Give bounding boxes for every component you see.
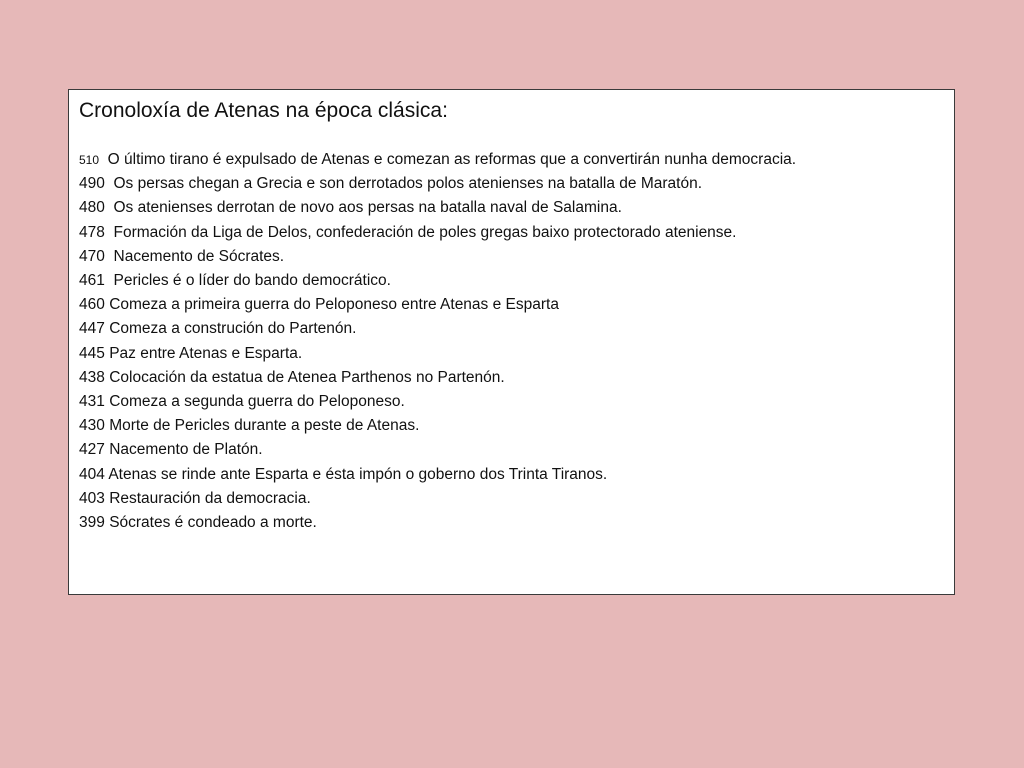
timeline-entry <box>79 317 944 341</box>
entry-year: 461 <box>79 272 105 290</box>
entry-text: Restauración da democracia. <box>109 489 311 507</box>
entry-year: 470 <box>79 247 105 265</box>
slide-title: Cronoloxía de Atenas na época clásica: <box>79 99 448 122</box>
entry-year: 445 <box>79 344 105 362</box>
entry-text: Morte de Pericles durante a peste de Atenas. <box>109 417 420 435</box>
entry-text: Paz entre Atenas e Esparta. <box>109 344 303 362</box>
timeline-entry <box>79 245 944 269</box>
entry-text: Pericles é o líder do bando democrático. <box>113 272 391 290</box>
timeline-entry <box>79 269 944 293</box>
timeline-entry <box>79 293 944 317</box>
entry-text: Colocación da estatua de Atenea Parthenos no Partenón. <box>109 368 505 386</box>
entry-year: 478 <box>79 223 105 241</box>
entry-year: 403 <box>79 489 105 507</box>
entry-year: 399 <box>79 514 105 532</box>
timeline-entry <box>79 342 944 366</box>
entry-year: 490 <box>79 175 105 193</box>
timeline-entry <box>79 221 944 245</box>
entry-text: Sócrates é condeado a morte. <box>109 514 317 532</box>
timeline-entry <box>79 196 944 220</box>
entry-year: 430 <box>79 417 105 435</box>
timeline-entry <box>79 148 944 172</box>
entry-text: Formación da Liga de Delos, confederación de poles gregas baixo protectorado ateniense. <box>113 223 737 241</box>
timeline-entry <box>79 487 944 511</box>
timeline-entry <box>79 463 944 487</box>
entry-text: Comeza a construción do Partenón. <box>109 320 357 338</box>
timeline-text-box <box>68 89 955 595</box>
entry-text: Comeza a segunda guerra do Peloponeso. <box>109 393 405 411</box>
entry-year: 438 <box>79 368 105 386</box>
timeline-entry <box>79 511 944 535</box>
timeline-entry <box>79 366 944 390</box>
entry-year: 447 <box>79 320 105 338</box>
entry-text: O último tirano é expulsado de Atenas e comezan as reformas que a convertirán nunha democracia. <box>107 151 797 168</box>
timeline-entry <box>79 414 944 438</box>
entry-text: Nacemento de Platón. <box>109 441 263 459</box>
entry-year: 427 <box>79 441 105 459</box>
entry-year: 480 <box>79 199 105 217</box>
entry-text: Atenas se rinde ante Esparta e ésta impón o goberno dos Trinta Tiranos. <box>108 465 608 483</box>
entry-text: Os atenienses derrotan de novo aos persas na batalla naval de Salamina. <box>113 199 622 217</box>
entry-year: 431 <box>79 393 105 411</box>
entry-year: 460 <box>79 296 105 314</box>
entry-text: Nacemento de Sócrates. <box>113 247 285 265</box>
entry-text: Os persas chegan a Grecia e son derrotados polos atenienses na batalla de Maratón. <box>113 175 703 193</box>
entry-year: 510 <box>79 153 100 167</box>
entry-year: 404 <box>79 465 105 483</box>
entry-text: Comeza a primeira guerra do Peloponeso entre Atenas e Esparta <box>109 296 559 314</box>
timeline-entry <box>79 438 944 462</box>
timeline-list <box>79 148 944 535</box>
timeline-entry <box>79 172 944 196</box>
timeline-entry <box>79 390 944 414</box>
